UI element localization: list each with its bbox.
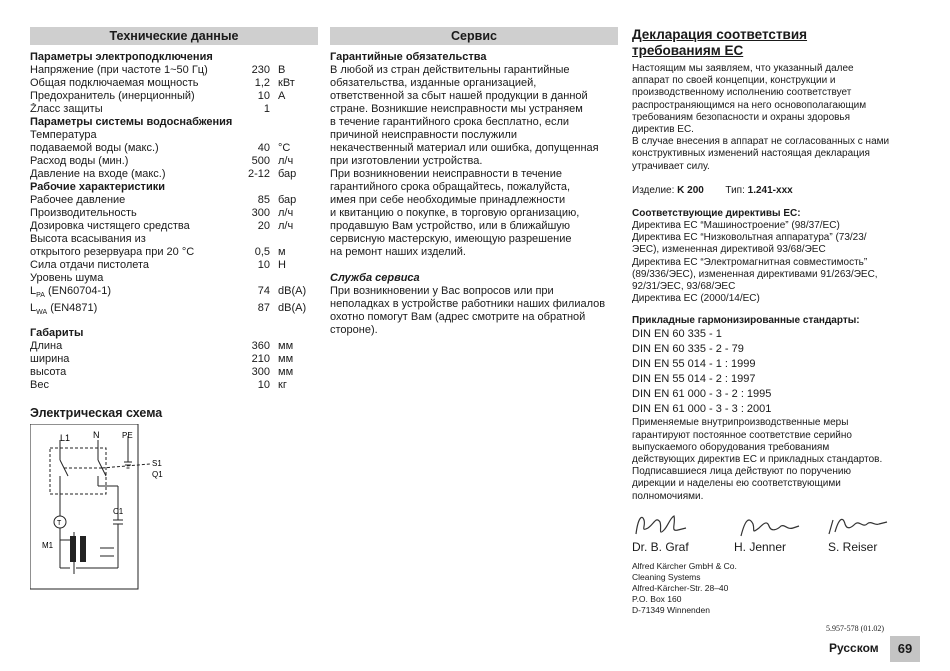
standards-list: DIN EN 60 335 - 1 DIN EN 60 335 - 2 - 79 DIN EN 55 014 - 1 : 1999 DIN EN 55 014 - 2 : 1997 DIN EN 61 000 - 3 - 2 : 1995 DIN EN 61 000 - 3 - 3 : 2001 xyxy=(632,328,772,416)
service-text: При возникновении у Вас вопросов или при неполадках в устройстве работники наших филиалов охотно помогут Вам (адрес смотрите на обратной стороне). xyxy=(330,285,606,336)
signature-jenner xyxy=(733,510,803,542)
schematic-title: Электрическая схема xyxy=(30,406,163,421)
service-column xyxy=(330,27,618,337)
signature-graf xyxy=(630,510,690,542)
signer-names xyxy=(632,540,892,556)
spec-row: Дозировка чистящего средства 20 л/ч xyxy=(30,220,294,232)
directives-list: Директива ЕС “Машиностроение” (98/37/ЕС) Директива ЕС “Низковольтная аппаратура” (73/23/ ЭЕС), измененная директивой 93/68/ЭЕС Директива ЕС “Электромагнитная совместимость” (89/336/ЭЕС), измененная директивами 91/263/ЭЕС, 92/31/ЭЕС, 93/68/ЭЕС Директива ЕС (2000/14/ЕС) xyxy=(632,220,878,305)
label-m1: M1 xyxy=(42,541,54,550)
label-s1: S1 xyxy=(152,459,162,468)
wiring-diagram xyxy=(30,424,180,592)
label-t: T xyxy=(57,520,62,527)
label-c1: C1 xyxy=(113,507,124,516)
warranty-title: Гарантийные обязательства xyxy=(330,51,487,63)
spec-row: Žласс защиты 1 xyxy=(30,103,270,115)
spec-row: подаваемой воды (макс.) 40 °С xyxy=(30,142,291,154)
section-title: Рабочие характеристики xyxy=(30,181,165,193)
spec-row: открытого резервуара при 20 °С 0,5 м xyxy=(30,246,286,258)
product-model: K 200 xyxy=(677,184,704,196)
spec-row-noise-lwa: $L_{WA}$ (EN4871) 87 dB(A) xyxy=(30,302,307,317)
product-type: 1.241-xxx xyxy=(747,184,793,196)
service-header: Сервис xyxy=(330,27,618,45)
spec-row: Длина 360 мм xyxy=(30,340,294,353)
spec-row: Рабочее давление 85 бар xyxy=(30,194,297,206)
dimensions-section xyxy=(30,327,318,392)
document-number: 5.957-578 (01.02) xyxy=(826,624,884,633)
standards-title: Прикладные гармонизированные стандарты: xyxy=(632,315,860,327)
label-n: N xyxy=(93,430,100,440)
spec-row: Давление на входе (макс.) 2-12 бар xyxy=(30,168,297,180)
label-pe: PE xyxy=(122,431,133,440)
label-l1: L1 xyxy=(60,433,71,443)
spec-row: Расход воды (мин.) 500 л/ч xyxy=(30,155,294,167)
declaration-title: Декларация соответствия требованиям ЕС xyxy=(632,27,808,58)
signer-name: H. Jenner xyxy=(734,540,787,554)
signer-name: Dr. B. Graf xyxy=(632,540,689,554)
spec-row: Напряжение (при частоте 1~50 Гц) 230 В xyxy=(30,64,286,76)
spec-row: Общая подключаемая мощность 1,2 кВт xyxy=(30,77,295,89)
technical-data-column xyxy=(30,27,318,426)
spec-row: Вес 10 кг xyxy=(30,379,287,392)
spec-row: ширина 210 мм xyxy=(30,353,294,366)
warranty-text: В любой из стран действительны гарантийные обязательства, изданные организацией, ответственной за сбыт нашей продукции в данной стране. Возникшие неисправности мы устраняем в течение гарантийного срока бесплатно, если причиной неисправности послужили некачественный материал или ошибка, допущенная при изготовлении устройства. При возникновении неисправности в течение гарантийного срока обращайтесь, пожалуйста, имея при себе необходимые принадлежности и квитанцию о покупке, в торговую организацию, продавшую Вам устройство, или в ближайшую сервисную мастерскую, имеющую разрешение на ремонт наших изделий. xyxy=(330,64,599,258)
electrical-section xyxy=(30,51,318,116)
page-number: 69 xyxy=(890,636,920,662)
declaration-column xyxy=(632,27,918,503)
section-title: Параметры системы водоснабжения xyxy=(30,116,233,128)
product-line: Изделие: K 200 Тип: 1.241-xxx xyxy=(632,184,793,196)
spec-row: высота 300 мм xyxy=(30,366,294,379)
spec-row: Производительность 300 л/ч xyxy=(30,207,294,219)
directives-title: Соответствующие директивы ЕС: xyxy=(632,208,801,220)
signer-name: S. Reiser xyxy=(828,540,878,554)
spec-row: Температура xyxy=(30,129,97,141)
label-q1: Q1 xyxy=(152,470,163,479)
company-address: Alfred Kärcher GmbH & Co. Cleaning Systems Alfred-Kärcher-Str. 28–40 P.O. Box 160 D-71349 Winnenden xyxy=(632,561,737,615)
water-section xyxy=(30,116,318,181)
spec-row: Предохранитель (инерционный) 10 А xyxy=(30,90,286,102)
technical-data-header: Технические данные xyxy=(30,27,318,45)
spec-row: Сила отдачи пистолета 10 Н xyxy=(30,259,286,271)
service-title: Служба сервиса xyxy=(330,272,420,284)
declaration-closing: Применяемые внутрипроизводственные меры гарантируют постоянное соответствие серийно выпускаемого оборудования требованиям действующих директив ЕС и прикладных стандартов. Подписавшиеся лица действуют по поручению дирекции и наделены ею соответствующими полномочиями. xyxy=(632,417,883,502)
performance-section xyxy=(30,181,318,319)
section-title: Габариты xyxy=(30,327,84,340)
signature-reiser xyxy=(823,510,893,542)
spec-row: Высота всасывания из xyxy=(30,233,146,245)
spec-row: Уровень шума xyxy=(30,272,104,284)
declaration-intro: Настоящим мы заявляем, что указанный далее аппарат по своей концепции, конструкции и производственному исполнению соответствует распространяющимся на него основополагающим требованиям безопасности и охраны здоровья директив ЕС. В случае внесения в аппарат не согласованных с нами конструктивных изменений настоящая декларация утрачивает силу. xyxy=(632,63,890,172)
section-title: Параметры электроподключения xyxy=(30,51,213,63)
language-label: Русском xyxy=(829,641,879,655)
spec-row-noise-lpa: $L_{PA}$ (EN60704-1) 74 dB(A) xyxy=(30,285,307,300)
